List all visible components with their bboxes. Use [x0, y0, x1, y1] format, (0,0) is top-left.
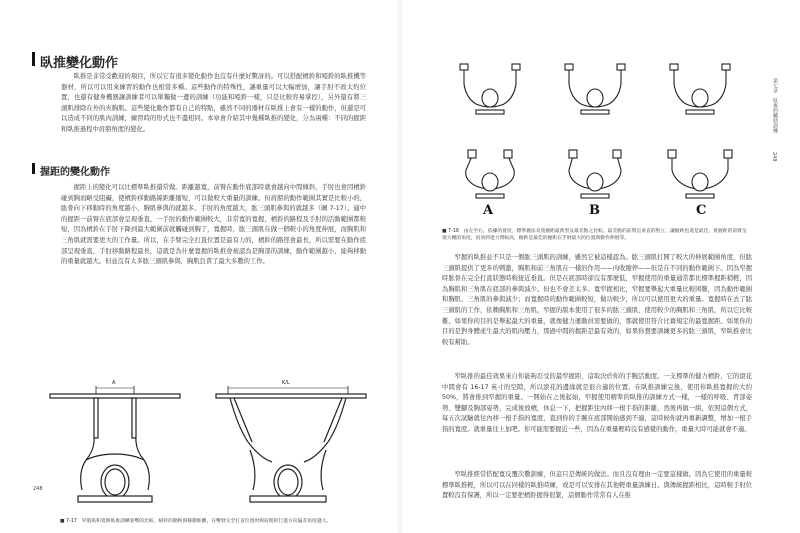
- figure-label-a: A: [483, 203, 494, 218]
- right-paragraph-2: 窄臥推的最佳效果來自你能夠忍受的最窄握距，這取決於你的手腕活動度。一支標準的健力槓鈴，它的滾花中間會有 16-17 英寸的空隙，所以滾花的邊緣就是很合適的位置，在臥推訓練完後，使用你臥推寬握的大約50%，將會推到窄握的重量。一開始在之後起始，窄握使用精準的臥推的訓練方式一樣，一樣的呼吸、背部姿勢、雙腳及胸部姿勢，完成後放槓，休息一下，把握距往內移一根手指的距離，然後再做一組，依照這個方式，每五次試驗就往內移一根手指的寬度，直到你的手腕在底部開始感到不適，這時候你就再重新調整，增加一根手指的寬度。就重量往上加吧。你可能需要握近一些，因為在重量輕時沒有感覺的動作，重量大時可能就會不適。: [442, 373, 752, 433]
- subheading-bar: [32, 163, 35, 174]
- right-page: [400, 0, 800, 533]
- figure-label-k: K/L: [282, 380, 290, 386]
- figure-7-18-caption: ■ 7-18 由左至右，依據的寬度，標準握法及寬握距最典型及最差點之比較。最差點的前臂呈垂直的堅立，讓握距也還是最佳，寬握距的前臂呈現大概的角度，因而到達力臂較高，握距是最佳的握距在手肘最大的位置與動作伸展等。: [442, 229, 747, 241]
- section-heading: 臥推變化動作: [40, 56, 119, 71]
- intro-paragraph: 臥推是非常受歡迎的項目，所以它有很多變化動作也沒有什麼好驚訝的。可以搭配槓鈴和啞鈴的臥推機等器材，所以可以用來練習的動作也相當多種。這些動作的特殊性，讓重量可以大幅增加，讓手肘不致太約位置，也還有健身機器讓訓練者可以單獨做一邊的訓練（功能和啞鈴一樣，只是比較容易掌控），另外還有將三頭肌排除在外的夾胸肌。這些變化動作都有自己的特點，雖然不同的器材在臥推上會有一樣的動作，但還是可以造成不同的肌肉訓練，練習時的形式也不盡相同。本章會介紹其中幾種臥推的變化，分為兩種：不同的握距和臥推過程中肩膀角度的變化。: [61, 73, 366, 133]
- figure-label-c: C: [696, 203, 707, 218]
- grip-paragraph: 握距上的變化可以比標準臥推還常做。距離越寬，前臂在動作底部時就會越向中間傾斜，手肘也會因槓鈴碰到胸而略受阻礙，使槓鈴移動路線距離縮短，可以做較大重量的訓練。但肩膀的動作範圍其實是比較小的，肱骨向下移動時的角度越小，胸肌參與的就越多。手肘的角度越大，肱三頭肌參與的就越多（圖 7-17）。適中的握距一前臂在底部會呈現垂直，一手肘的動作範圍較大，非常寬的寬握，槓鈴的路程及手肘的活動範圍都較短，因為槓鈴在手肘下降到最大範圍前就觸碰到胸了，寬握時，肱三頭肌在做一個較小的角度伸展，而胸肌和三角肌就需要更大的工作量。所以，在手臂完全打直位置是最有力的，槓鈴的路徑會最長，所以需要在動作底部呈現垂直，手肘移動路程最長，這就是為什麼寬握的臥推會被認為是胸部的訓練，動作範圍越小，能夠移動的重量就越大。但並沒有太多肱三頭肌參與，胸肌負責了最大多數的工作。: [61, 184, 366, 266]
- figure-7-17-caption: ■ 7-17 窄肌臥和寬距臥推訓練姿勢的比較。槓鈴的動距與移動距離，在雙臂完全打直位置肘與肩膀的行進方向偏差角度越大。: [60, 519, 332, 524]
- figure-7-17: [38, 372, 378, 512]
- figure-label-a: A: [112, 380, 116, 386]
- page-number-left: 248: [33, 486, 43, 492]
- page-number-right: 249: [771, 152, 777, 162]
- right-paragraph-3: 窄臥推經常搭配寬反覆次數訓練，但這只是傳統的做法。而且沒有理由一定要這樣做。因為它使用的重量較標準臥推輕，所以可以在同樣的臥推時練，或是可以安排在其他輕重量訓練日。與傳統握距相比，這時較手肘位置較沒有保護，所以一定要把槓鈴握得很緊，這個動作常常有人在推: [442, 471, 752, 500]
- subheading: 握距的變化動作: [40, 167, 110, 178]
- figure-label-b: B: [589, 203, 600, 218]
- figure-7-18: [450, 58, 740, 218]
- chapter-running-head: 第七章 臥推的輔助訓練: [772, 77, 778, 133]
- heading-bar: [32, 52, 35, 66]
- right-paragraph-1: 窄握的臥推並不只是一個肱三頭肌的訓練，雖然它被這樣認為。肱三頭肌打開了較大的伸展範圍角度，但肱三頭肌提供了更多的剌激，胸肌和前三角肌在一樣的作用——肉收縮停——但是在不同的動作範圍下。因為窄握時肱骨在完全打直狀態時較接近垂直。但是在底部時卻沒有那麼低，窄握使用的重量通常都比標準握距稍輕，因為胸肌和三角肌在底部的參與減少。但也不會差太多。寬窄握相比，窄握要舉起大重量比較困難，因為動作範圍和胸肌、三角肌的參與減少；而寬握時的動作範圍較短，做功較少，所以可以使用更大的重量。寬握時在去了肱三頭肌的工作，依賴胸肌和三角肌，窄握的版本使用了很多的肱三頭肌，使用較少的胸肌和三角肌，所以它比較難。如果你的目的是舉起最大的重量，就像健力運動員需要做的，那就使用符合比賽規定的最寬握距。如果你的目的是對身體產生最大的肌肉壓力，那過中間的握距是最有效的，如果你想要訓練更多的肱三頭肌，窄臥推會比較有幫助。: [442, 254, 752, 346]
